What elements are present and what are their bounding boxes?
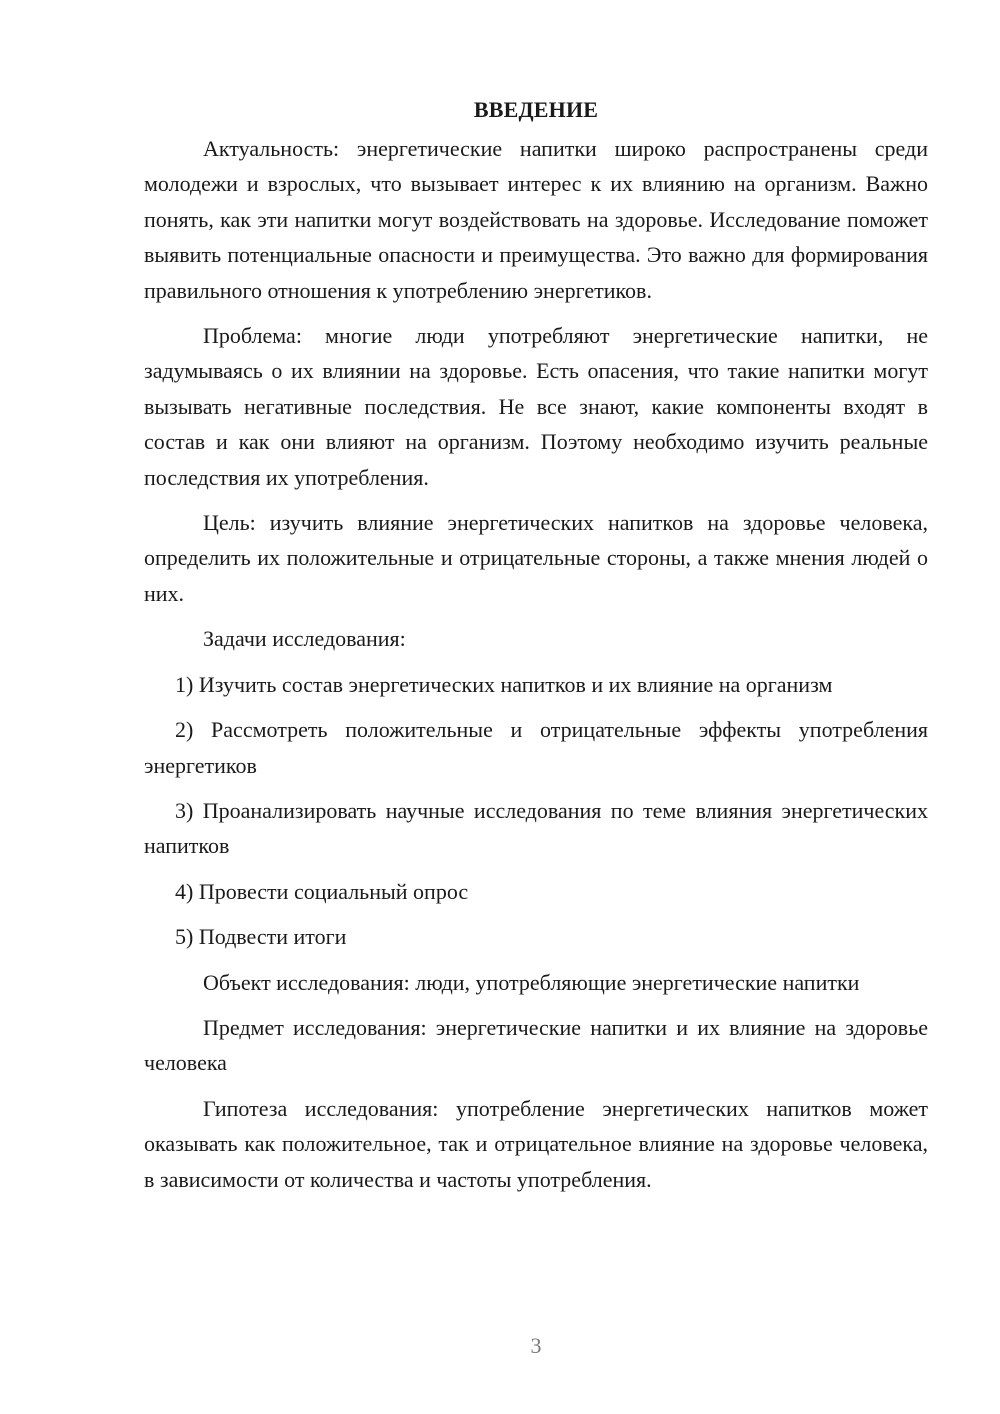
task-item: 5) Подвести итоги [175,924,347,950]
task-item: 2) Рассмотреть положительные и отрицательные эффекты употребления энергетиков [144,717,928,778]
goal-paragraph: Цель: изучить влияние энергетических напитков на здоровье человека, определить их положительные и отрицательные стороны, а также мнения людей о них. [144,510,928,606]
tasks-heading: Задачи исследования: [203,626,406,652]
hypothesis-paragraph: Гипотеза исследования: употребление энергетических напитков может оказывать как положительное, так и отрицательное влияние на здоровье человека, в зависимости от количества и частоты употребления. [144,1095,928,1192]
document-page [144,92,928,1207]
problem-paragraph: Проблема: многие люди употребляют энергетические напитки, не задумываясь о их влиянии на здоровье. Есть опасения, что такие напитки могут вызывать негативные последствия. Не все знают, какие компоненты входят в состав и как они влияют на организм. Поэтому необходимо изучить реальные последствия их употребления. [144,323,928,490]
subject-paragraph: Предмет исследования: энергетические напитки и их влияние на здоровье человека [144,1014,928,1076]
tasks-list [144,667,928,955]
task-item: 1) Изучить состав энергетических напитков и их влияние на организм [175,671,833,697]
task-item: 4) Провести социальный опрос [175,878,469,904]
relevance-paragraph: Актуальность: энергетические напитки широко распространены среди молодежи и взрослых, что вызывает интерес к их влиянию на организм. Важно понять, как эти напитки могут воздействовать на здоровье. Исследование поможет выявить потенциальные опасности и преимущества. Это важно для формирования правильного отношения к употреблению энергетиков. [144,136,928,303]
object-paragraph: Объект исследования: люди, употребляющие энергетические напитки [203,969,860,995]
page-number: 3 [530,1333,542,1358]
document-title: ВВЕДЕНИЕ [473,97,599,122]
task-item: 3) Проанализировать научные исследования по теме влияния энергетических напитков [144,797,928,859]
